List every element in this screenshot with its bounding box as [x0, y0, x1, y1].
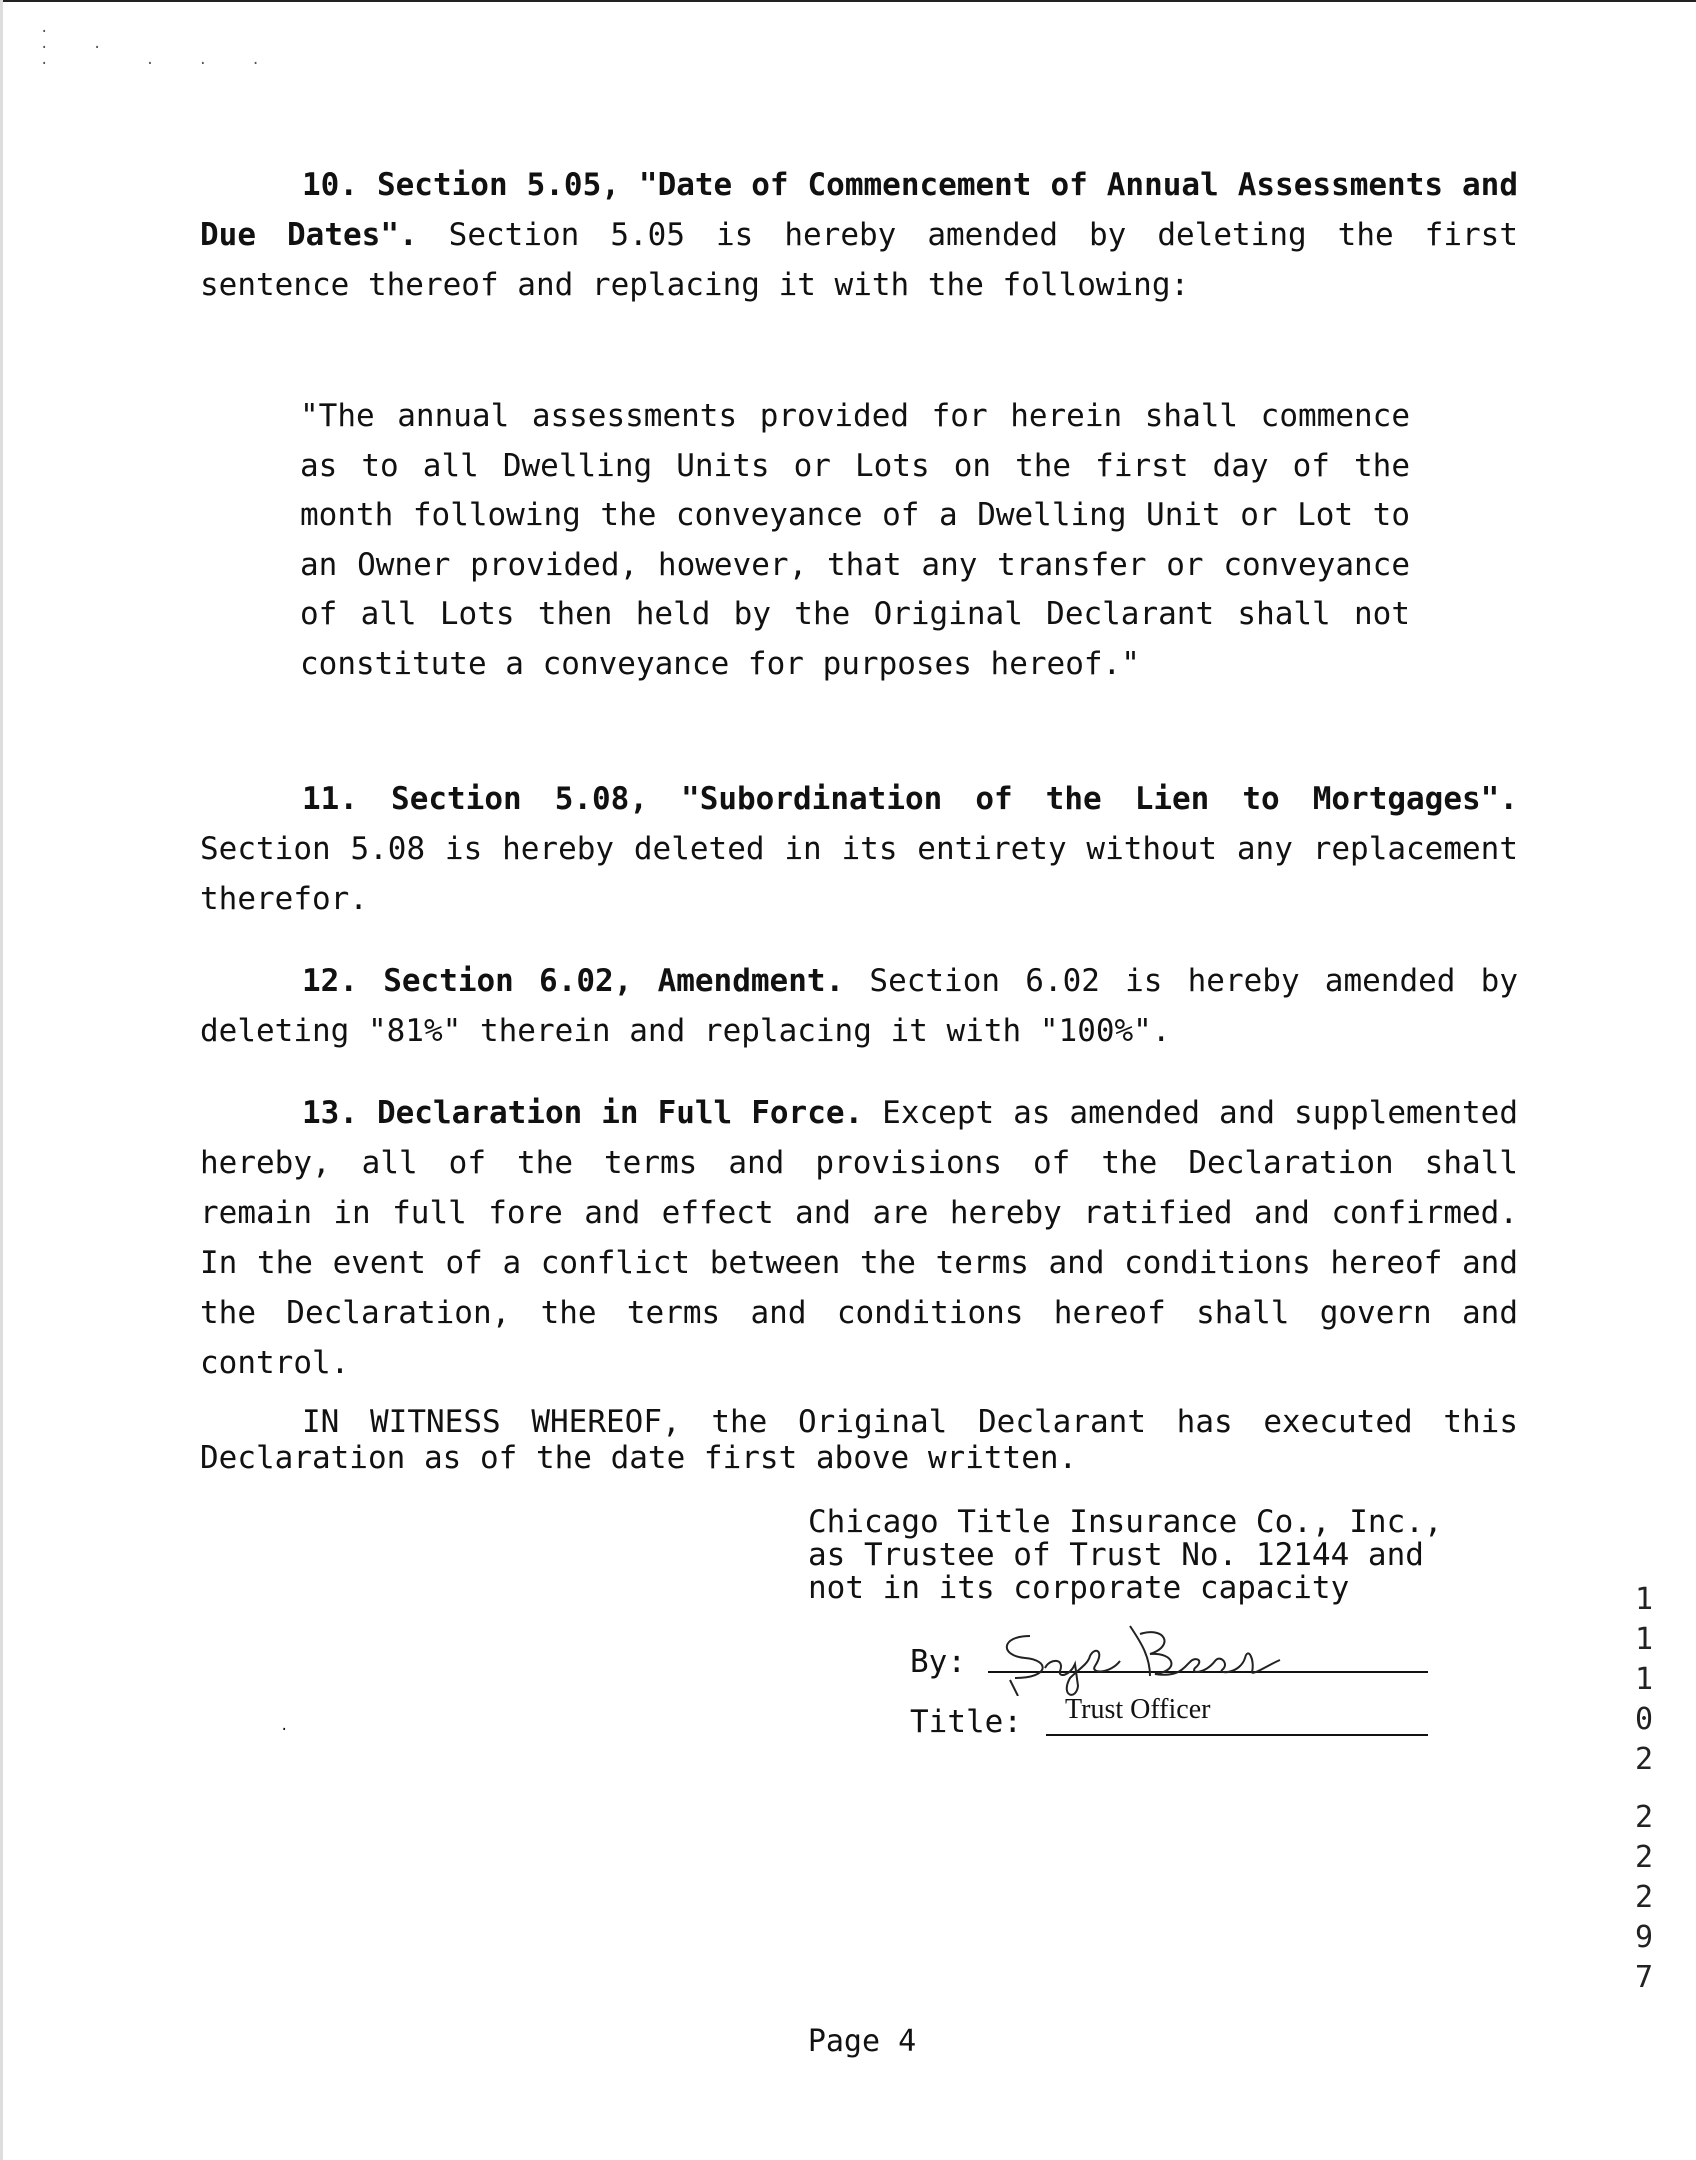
section-13-paragraph — [200, 1088, 1518, 1388]
signatory-line-1: Chicago Title Insurance Co., Inc., — [808, 1504, 1443, 1540]
witness-clause: IN WITNESS WHEREOF, the Original Declarant has executed this Declaration as of the date first above written. — [200, 1404, 1518, 1476]
title-value: Trust Officer — [1065, 1694, 1211, 1725]
section-10-number: 10. — [302, 167, 358, 203]
page-left-border — [0, 0, 3, 2160]
stamp-digit: 2 — [1634, 1800, 1654, 1835]
page-top-border — [0, 0, 1696, 2]
stamp-digit: 2 — [1634, 1880, 1654, 1915]
section-11-heading: Section 5.08, "Subordination of the Lien to Mortgages". — [391, 781, 1519, 817]
signatory-block — [808, 1506, 1443, 1605]
stray-mark: . — [280, 1718, 289, 1734]
quoted-amendment: "The annual assessments provided for herein shall commence as to all Dwelling Units or Lots on the first day of the month following the conveyance of a Dwelling Unit or Lot to an Owner provided, however, that any transfer or conveyance of all Lots then held by the Original Declarant shall not constitute a conveyance for purposes hereof." — [300, 398, 1410, 682]
title-label: Title: — [910, 1704, 1022, 1740]
handwritten-signature — [990, 1616, 1390, 1696]
signatory-line-2: as Trustee of Trust No. 12144 and — [808, 1537, 1424, 1573]
stamp-digit: 1 — [1634, 1662, 1654, 1697]
section-11-paragraph — [200, 774, 1518, 924]
section-10-heading: Section 5.05, "Date of Commencement of Annual Assessments and Due Dates". — [200, 167, 1518, 253]
section-10-paragraph — [200, 160, 1518, 310]
section-12-paragraph — [200, 956, 1518, 1056]
title-line — [1046, 1734, 1428, 1736]
section-13-number: 13. — [302, 1095, 358, 1131]
page-number: Page 4 — [807, 2024, 917, 2059]
stamp-digit: 1 — [1634, 1582, 1654, 1617]
section-12-heading: Section 6.02, Amendment. — [383, 963, 845, 999]
stamp-digit: 1 — [1634, 1622, 1654, 1657]
by-label: By: — [910, 1644, 966, 1680]
stamp-digit: 0 — [1634, 1702, 1654, 1737]
scan-specks: . . . . . . . — [40, 20, 278, 68]
by-signature-row — [910, 1628, 1520, 1688]
stamp-digit: 9 — [1634, 1920, 1654, 1955]
stamp-digit: 2 — [1634, 1742, 1654, 1777]
section-12-number: 12. — [302, 963, 358, 999]
stamp-digit: 2 — [1634, 1840, 1654, 1875]
section-11-text: Section 5.08 is hereby deleted in its entirety without any replacement therefor. — [200, 831, 1518, 917]
signatory-line-3: not in its corporate capacity — [808, 1570, 1350, 1606]
section-12-text: Section 6.02 is hereby amended by deleting "81%" therein and replacing it with "100%". — [200, 963, 1518, 1049]
section-13-heading: Declaration in Full Force. — [376, 1095, 864, 1131]
document-number-stamp — [1624, 1580, 1664, 1998]
stamp-digit: 7 — [1634, 1960, 1654, 1995]
section-11-number: 11. — [302, 781, 358, 817]
section-13-text: Except as amended and supplemented hereby, all of the terms and provisions of the Declaration shall remain in full fore and effect and are hereby ratified and confirmed. In the event of a conflict between the terms and conditions hereof and the Declaration, the terms and conditions hereof shall govern and control. — [200, 1095, 1518, 1381]
stamp-gap — [1624, 1780, 1664, 1798]
section-10-text: Section 5.05 is hereby amended by deleting the first sentence thereof and replacing it with the following: — [200, 217, 1518, 303]
title-row — [910, 1690, 1520, 1740]
